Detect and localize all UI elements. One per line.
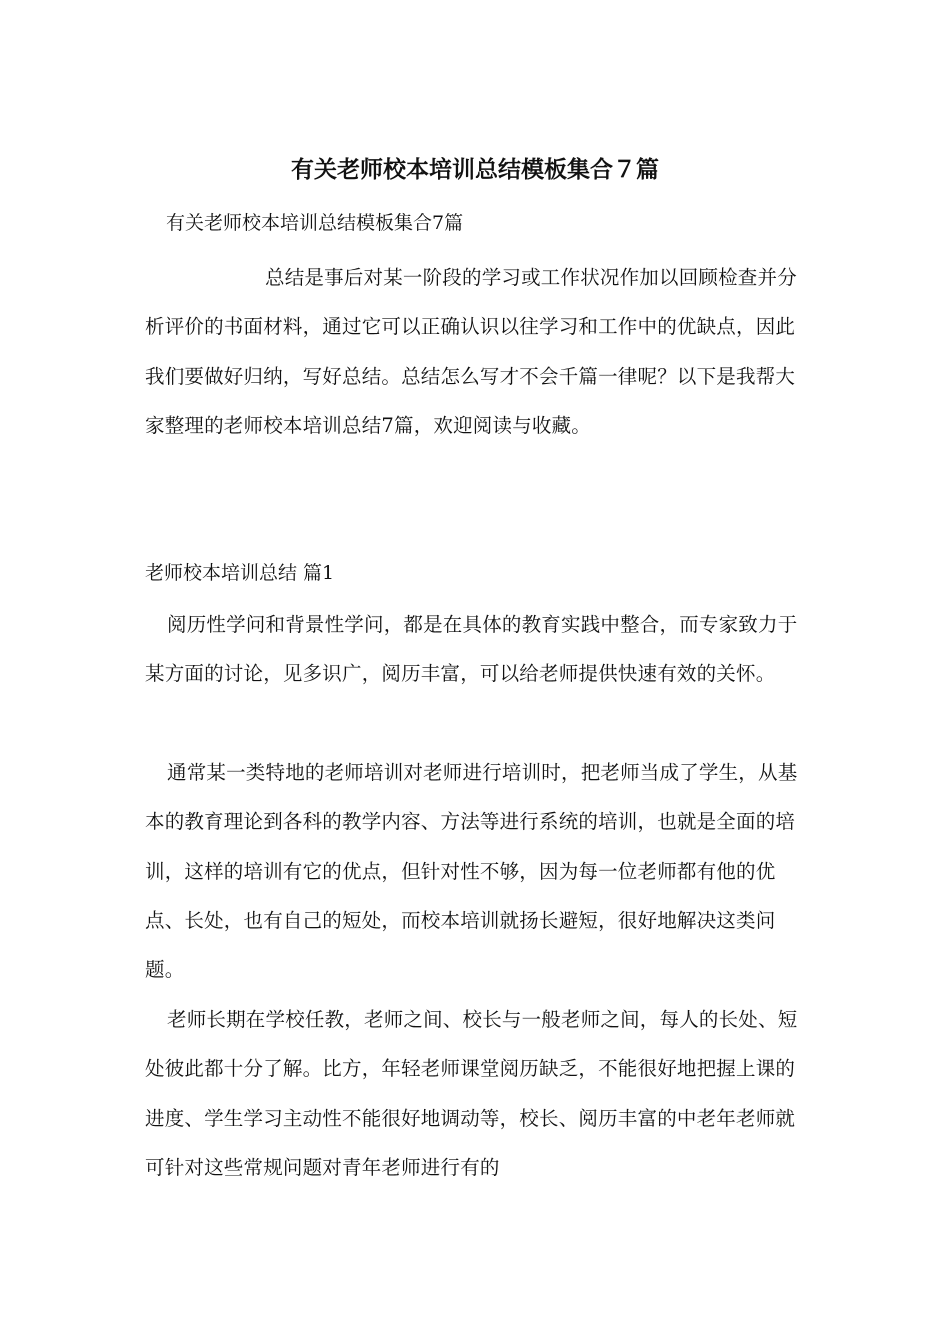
body-paragraph-3: 老师长期在学校任教，老师之间、校长与一般老师之间，每人的长处、短处彼此都十分了解。比方，年轻老师课堂阅历缺乏，不能很好地把握上课的进度、学生学习主动性不能很好地调动等，校长、阅历丰富的中老年老师就可针对这些常规问题对青年老师进行有的 [145,1008,798,1179]
intro-paragraph: 总结是事后对某一阶段的学习或工作状况作加以回顾检查并分析评价的书面材料，通过它可以正确认识以往学习和工作中的优缺点，因此我们要做好归纳，写好总结。总结怎么写才不会千篇一律呢？以下是我帮大家整理的老师校本培训总结7篇，欢迎阅读与收藏。 [145,266,797,437]
body-paragraph-2: 通常某一类特地的老师培训对老师进行培训时，把老师当成了学生，从基本的教育理论到各科的教学内容、方法等进行系统的培训，也就是全面的培训，这样的培训有它的优点，但针对性不够，因为每一位老师都有他的优点、长处，也有自己的短处，而校本培训就扬长避短，很好地解决这类问题。 [145,761,798,982]
document-subtitle: 有关老师校本培训总结模板集合7篇 [166,212,464,234]
section-heading: 老师校本培训总结 篇1 [145,562,335,584]
document-title: 有关老师校本培训总结模板集合７篇 [291,157,659,183]
body-paragraph-1: 阅历性学问和背景性学问，都是在具体的教育实践中整合，而专家致力于某方面的讨论，见多识广，阅历丰富，可以给老师提供快速有效的关怀。 [145,613,798,686]
